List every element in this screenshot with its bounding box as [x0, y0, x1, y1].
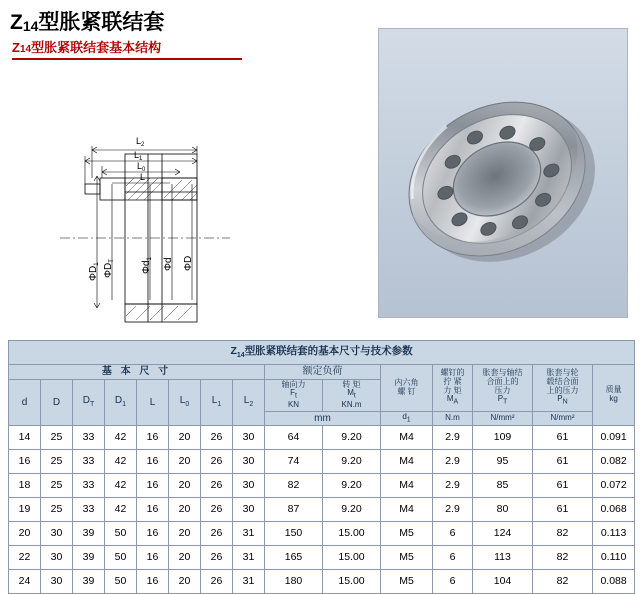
- table-caption-rest: 型胀紧联结套的基本尺寸与技术参数: [244, 345, 413, 357]
- table-cell: 82: [265, 474, 323, 498]
- table-cell: 124: [473, 522, 533, 546]
- group-header-hex: 内六角 螺 钉: [381, 365, 433, 411]
- table-row: [9, 498, 635, 522]
- table-cell: M5: [381, 522, 433, 546]
- table-cell: 20: [169, 426, 201, 450]
- table-cell: 25: [41, 426, 73, 450]
- column-header-d1: d1: [381, 411, 433, 426]
- table-cell: 18: [9, 474, 41, 498]
- table-cell: 9.20: [323, 498, 381, 522]
- dimension-label-L0: $L_0$: [137, 161, 146, 173]
- table-row: [9, 522, 635, 546]
- table-cell: 30: [233, 450, 265, 474]
- table-cell: 82: [533, 522, 593, 546]
- section-heading-text: [12, 40, 161, 55]
- table-caption-prefix: Z: [230, 345, 237, 357]
- table-cell: 20: [169, 474, 201, 498]
- table-cell: M4: [381, 450, 433, 474]
- table-cell: 26: [201, 570, 233, 594]
- table-cell: 16: [137, 450, 169, 474]
- table-cell: 9.20: [323, 450, 381, 474]
- dimension-label-L: L: [140, 172, 146, 182]
- table-cell: 20: [169, 498, 201, 522]
- table-group-header-row: [9, 365, 635, 380]
- dimension-label-D: ΦD: [183, 255, 194, 271]
- table-cell: 165: [265, 546, 323, 570]
- table-cell: 6: [433, 570, 473, 594]
- table-cell: 16: [137, 474, 169, 498]
- page-title-rest: 型胀紧联结套: [38, 11, 165, 34]
- table-cell: 33: [73, 426, 105, 450]
- unit-header-torque: N.m: [433, 411, 473, 426]
- table-cell: 20: [169, 546, 201, 570]
- column-header-L0: $L_0$: [169, 379, 201, 425]
- table-cell: 20: [169, 570, 201, 594]
- table-cell: 31: [233, 570, 265, 594]
- table-cell: 16: [9, 450, 41, 474]
- table-cell: 39: [73, 546, 105, 570]
- table-cell: 26: [201, 450, 233, 474]
- table-cell: 22: [9, 546, 41, 570]
- table-cell: 150: [265, 522, 323, 546]
- table-row: [9, 570, 635, 594]
- table-cell: 64: [265, 426, 323, 450]
- dimension-label-d1: $\Phi d_1$: [141, 257, 153, 274]
- table-cell: 2.9: [433, 498, 473, 522]
- table-cell: 39: [73, 570, 105, 594]
- group-header-torque: 螺钉的 拧 紧 力 矩 MA: [433, 365, 473, 411]
- table-cell: 9.20: [323, 426, 381, 450]
- section-heading-subscript: 14: [19, 44, 32, 55]
- table-cell: 9.20: [323, 474, 381, 498]
- table-cell: 113: [473, 546, 533, 570]
- table-cell: 42: [105, 450, 137, 474]
- table-cell: 30: [41, 546, 73, 570]
- table-cell: 33: [73, 498, 105, 522]
- page-title: [10, 6, 164, 36]
- column-header-d: d: [9, 379, 41, 425]
- table-cell: 26: [201, 522, 233, 546]
- table-cell: 20: [169, 450, 201, 474]
- group-header-load: 额定负荷: [265, 365, 381, 380]
- table-cell: 20: [169, 522, 201, 546]
- section-heading-prefix: Z: [12, 40, 20, 55]
- table-cell: M5: [381, 570, 433, 594]
- table-cell: 16: [137, 426, 169, 450]
- table-cell: 31: [233, 546, 265, 570]
- table-cell: 95: [473, 450, 533, 474]
- table-cell: 26: [201, 546, 233, 570]
- table-cell: 61: [533, 474, 593, 498]
- table-cell: 50: [105, 546, 137, 570]
- group-header-mass: 质量 kg: [593, 365, 635, 426]
- table-cell: 16: [137, 546, 169, 570]
- table-row: [9, 450, 635, 474]
- column-header-axial-force: 轴向力 Ft KN: [265, 379, 323, 411]
- section-heading: [12, 38, 242, 60]
- page-title-prefix: Z: [10, 11, 23, 34]
- table-cell: M4: [381, 498, 433, 522]
- table-cell: 25: [41, 498, 73, 522]
- page-title-subscript: 14: [22, 18, 39, 34]
- table-cell: 61: [533, 450, 593, 474]
- z14-coupling-cross-section-drawing: [40, 66, 340, 334]
- table-cell: M4: [381, 426, 433, 450]
- table-caption: [9, 341, 635, 365]
- table-cell: 0.113: [593, 522, 635, 546]
- table-cell: 82: [533, 546, 593, 570]
- table-cell: 80: [473, 498, 533, 522]
- table-cell: 61: [533, 498, 593, 522]
- table-cell: 15.00: [323, 546, 381, 570]
- table-cell: 15.00: [323, 570, 381, 594]
- table-cell: 42: [105, 474, 137, 498]
- table-cell: 26: [201, 474, 233, 498]
- table-cell: 14: [9, 426, 41, 450]
- table-cell: 25: [41, 474, 73, 498]
- table-cell: 30: [41, 522, 73, 546]
- table-cell: 0.072: [593, 474, 635, 498]
- table-cell: 30: [41, 570, 73, 594]
- table-cell: 6: [433, 522, 473, 546]
- table-cell: 109: [473, 426, 533, 450]
- table-cell: 42: [105, 426, 137, 450]
- table-cell: 30: [233, 474, 265, 498]
- unit-header-pt: N/mm²: [473, 411, 533, 426]
- column-header-D1: $D_1$: [105, 379, 137, 425]
- table-cell: 16: [137, 570, 169, 594]
- dimension-label-L1: $L_1$: [134, 150, 143, 162]
- column-header-L1: $L_1$: [201, 379, 233, 425]
- table-cell: 19: [9, 498, 41, 522]
- z14-coupling-product-photo: [378, 28, 628, 318]
- table-cell: 50: [105, 570, 137, 594]
- table-cell: 180: [265, 570, 323, 594]
- table-cell: 16: [137, 498, 169, 522]
- table-cell: 2.9: [433, 426, 473, 450]
- table-cell: 39: [73, 522, 105, 546]
- table-cell: M4: [381, 474, 433, 498]
- section-heading-rest: 型胀紧联结套基本结构: [31, 40, 162, 55]
- column-header-L2: $L_2$: [233, 379, 265, 425]
- table-cell: M5: [381, 546, 433, 570]
- column-header-DT: $D_T$: [73, 379, 105, 425]
- group-header-basic: 基 本 尺 寸: [9, 365, 265, 380]
- column-header-L: L: [137, 379, 169, 425]
- table-row: [9, 426, 635, 450]
- column-header-torque-value: 转 矩 Mt KN.m: [323, 379, 381, 411]
- table-cell: 0.091: [593, 426, 635, 450]
- dimension-label-D1: $\Phi D_1$: [88, 262, 100, 281]
- table-caption-subscript: 14: [236, 352, 245, 360]
- spec-table-container: [8, 340, 632, 594]
- column-header-D: D: [41, 379, 73, 425]
- table-cell: 61: [533, 426, 593, 450]
- dimension-label-L2: $L_2$: [136, 136, 145, 148]
- table-cell: 20: [9, 522, 41, 546]
- table-row: [9, 474, 635, 498]
- table-cell: 2.9: [433, 450, 473, 474]
- table-caption-row: [9, 341, 635, 365]
- table-cell: 0.110: [593, 546, 635, 570]
- table-cell: 50: [105, 522, 137, 546]
- table-cell: 82: [533, 570, 593, 594]
- unit-header-mm: mm: [265, 411, 381, 426]
- table-cell: 30: [233, 426, 265, 450]
- table-cell: 33: [73, 474, 105, 498]
- table-cell: 26: [201, 426, 233, 450]
- table-cell: 0.082: [593, 450, 635, 474]
- group-header-pressure-shaft: 胀套与轴结 合面上的 压力 PT: [473, 365, 533, 411]
- table-cell: 0.068: [593, 498, 635, 522]
- table-cell: 0.088: [593, 570, 635, 594]
- table-cell: 33: [73, 450, 105, 474]
- table-cell: 15.00: [323, 522, 381, 546]
- table-cell: 74: [265, 450, 323, 474]
- table-cell: 25: [41, 450, 73, 474]
- table-cell: 16: [137, 522, 169, 546]
- spec-table: [8, 340, 635, 594]
- table-cell: 6: [433, 546, 473, 570]
- table-cell: 87: [265, 498, 323, 522]
- dimension-label-d: Φd: [163, 257, 174, 271]
- table-cell: 31: [233, 522, 265, 546]
- table-cell: 2.9: [433, 474, 473, 498]
- table-cell: 24: [9, 570, 41, 594]
- table-cell: 42: [105, 498, 137, 522]
- group-header-pressure-hub: 胀套与轮 毂结合面 上的压力 PN: [533, 365, 593, 411]
- spec-table-body: [9, 426, 635, 594]
- table-cell: 26: [201, 498, 233, 522]
- table-cell: 104: [473, 570, 533, 594]
- table-cell: 85: [473, 474, 533, 498]
- table-row: [9, 546, 635, 570]
- dimension-label-DT: $\Phi D_T$: [103, 259, 115, 278]
- table-cell: 30: [233, 498, 265, 522]
- unit-header-pn: N/mm²: [533, 411, 593, 426]
